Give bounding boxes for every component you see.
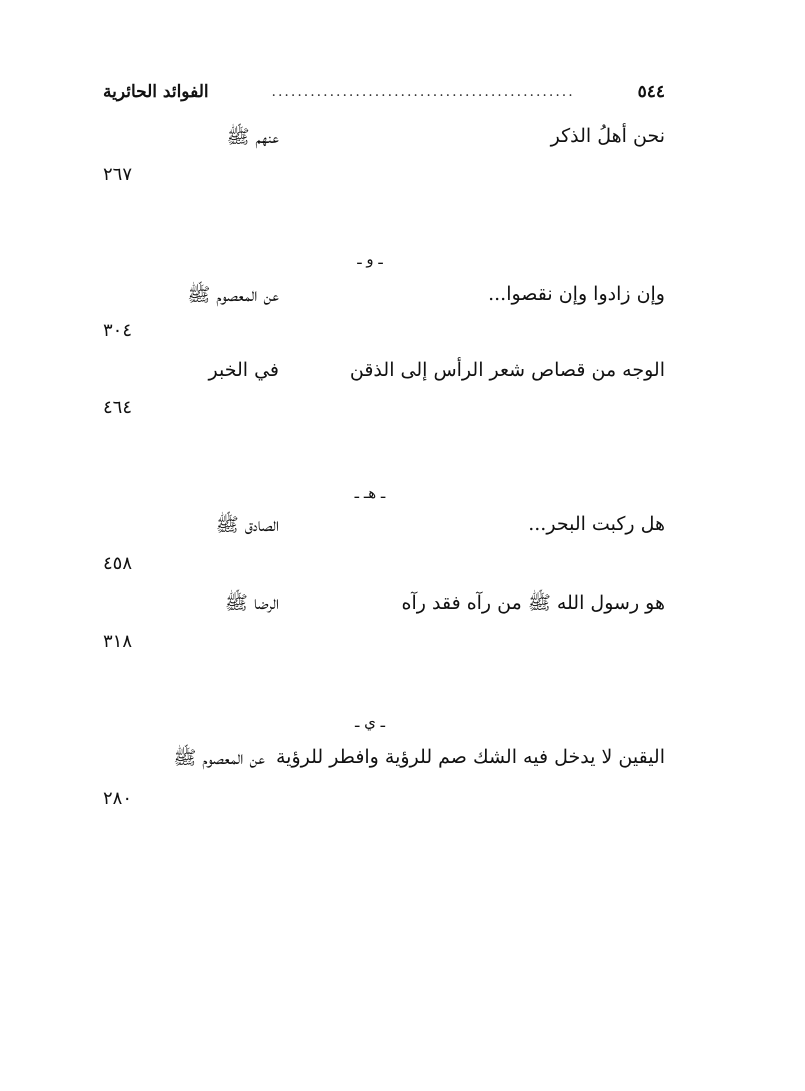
entry-text: وإن زادوا وإن نقصوا...: [488, 283, 665, 305]
section-letter-heading: ـ هـ ـ: [354, 484, 386, 502]
index-entry: [150, 125, 665, 155]
entry-source: الرضا ﷺ: [224, 592, 279, 614]
header-page-number: ٥٤٤: [637, 82, 665, 102]
entry-page-number: ٤٦٤: [103, 397, 133, 418]
entry-page-number: ٣١٨: [103, 631, 133, 652]
entry-source: عنهم ﷺ: [226, 126, 279, 148]
entry-page-number: ٢٦٧: [103, 164, 133, 185]
running-header: [103, 78, 665, 106]
entry-source: في الخبر: [208, 359, 279, 381]
entry-page-number: ٤٥٨: [103, 553, 133, 574]
entry-text: الوجه من قصاص شعر الرأس إلى الذقن: [349, 359, 665, 381]
section-letter-heading: ـ و ـ: [357, 250, 383, 268]
index-entry: [150, 591, 665, 621]
entry-text: هو رسول الله ﷺ من رآه فقد رآه: [401, 592, 665, 614]
index-entry: [150, 513, 665, 543]
entry-source: عن المعصوم ﷺ: [173, 747, 265, 769]
index-entry: [150, 746, 665, 776]
entry-text: نحن أهلُ الذكر: [550, 125, 665, 147]
header-book-title: الفوائد الحائرية: [103, 82, 209, 102]
entry-page-number: ٣٠٤: [103, 320, 133, 341]
index-entry: [150, 359, 665, 389]
entry-source: عن المعصوم ﷺ: [187, 284, 279, 306]
entry-text: اليقين لا يدخل فيه الشك صم للرؤية وافطر للرؤية: [276, 746, 665, 768]
entry-text: هل ركبت البحر...: [528, 513, 665, 535]
entry-page-number: ٢٨٠: [103, 788, 133, 809]
section-letter-heading: ـ ي ـ: [354, 713, 386, 731]
header-dot-leader: ...............................................: [271, 84, 575, 100]
index-entry: [150, 283, 665, 313]
entry-source: الصادق ﷺ: [215, 514, 279, 536]
